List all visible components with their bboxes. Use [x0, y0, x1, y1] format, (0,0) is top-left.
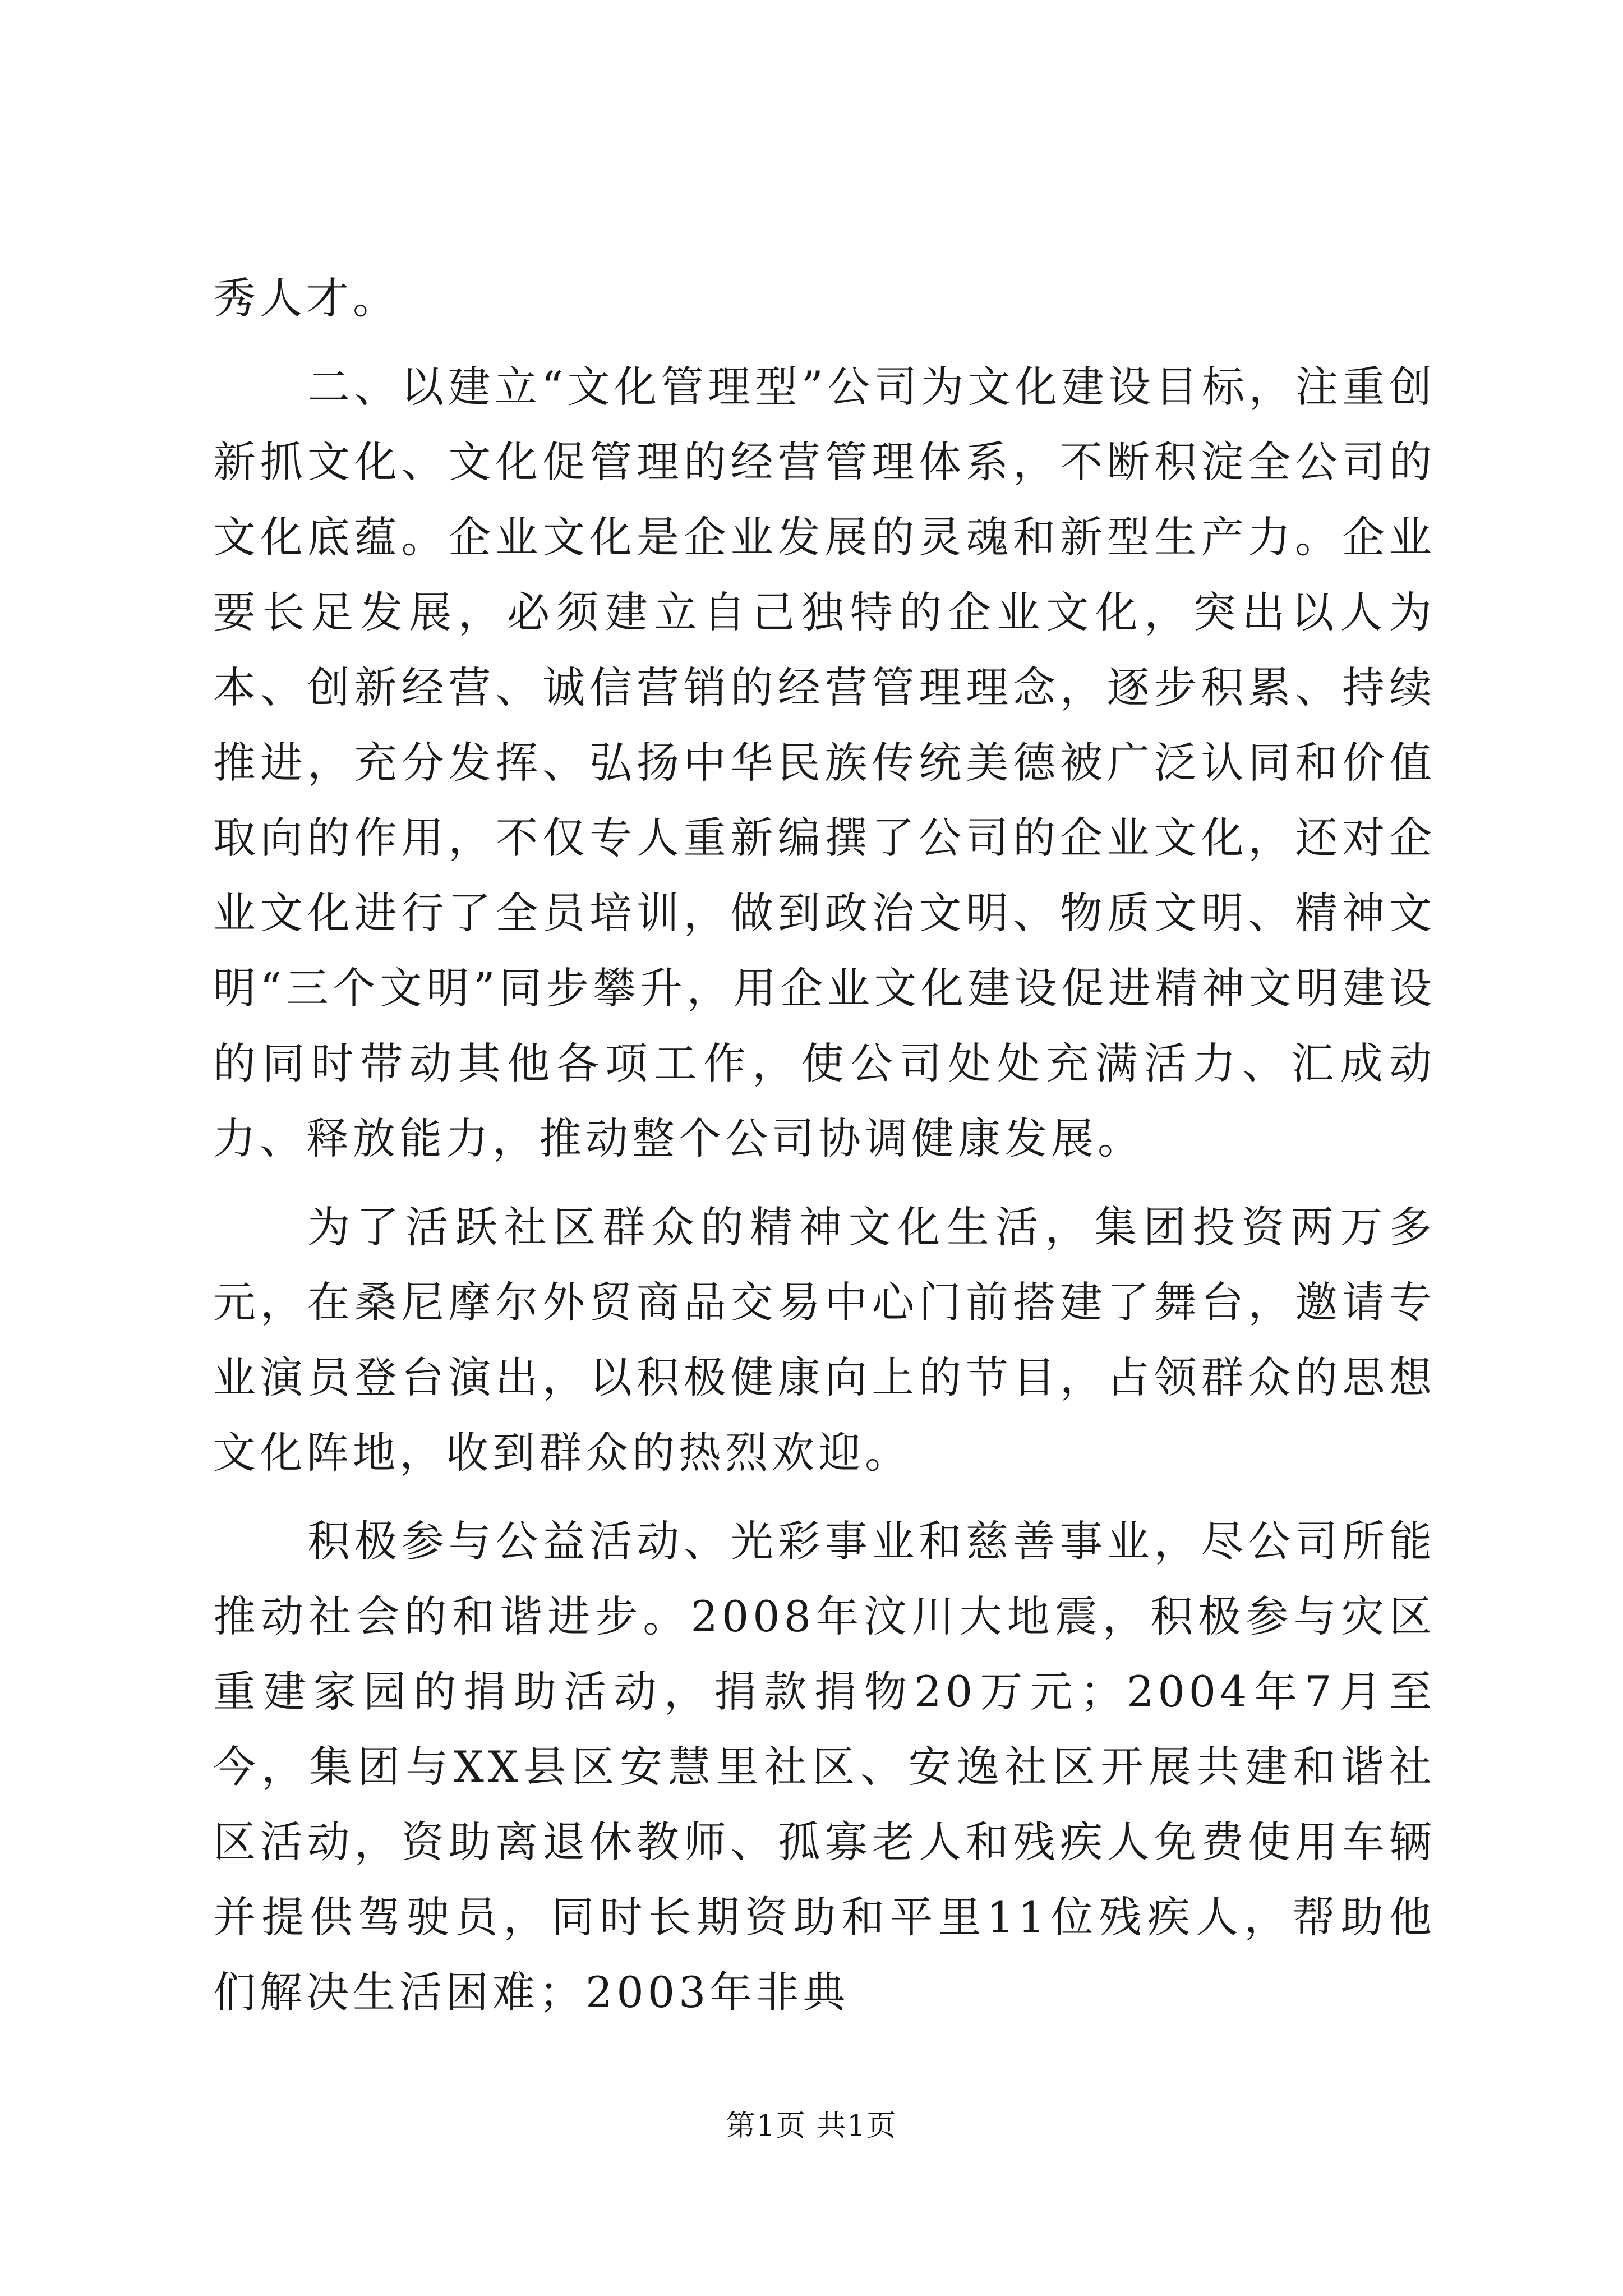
paragraph-culture-management: 二、以建立“文化管理型”公司为文化建设目标，注重创新抓文化、文化促管理的经营管理体系，不断积淀全公司的文化底蕴。企业文化是企业发展的灵魂和新型生产力。企业要长足发展，必须建立自己独特的企业文化，突出以人为本、创新经营、诚信营销的经营管理理念，逐步积累、持续推进，充分发挥、弘扬中华民族传统美德被广泛认同和价值取向的作用，不仅专人重新编撰了公司的企业文化，还对企业文化进行了全员培训，做到政治文明、物质文明、精神文明“三个文明”同步攀升，用企业文化建设促进精神文明建设的同时带动其他各项工作，使公司处处充满活力、汇成动力、释放能力，推动整个公司协调健康发展。 [213, 362, 1436, 1163]
paragraph-community-culture: 为了活跃社区群众的精神文化生活，集团投资两万多元，在桑尼摩尔外贸商品交易中心门前搭建了舞台，邀请专业演员登台演出，以积极健康向上的节目，占领群众的思想文化阵地，收到群众的热烈欢迎。 [213, 1202, 1436, 1478]
document-body [213, 261, 1436, 2044]
paragraph-continuation: 秀人才。 [213, 273, 399, 323]
page-footer: 第1页 共1页 [726, 2109, 897, 2143]
paragraph-public-welfare: 积极参与公益活动、光彩事业和慈善事业，尽公司所能推动社会的和谐进步。2008年汶川大地震，积极参与灾区重建家园的捐助活动，捐款捐物20万元；2004年7月至今，集团与XX县区安慧里社区、安逸社区开展共建和谐社区活动，资助离退休教师、孤寡老人和残疾人免费使用车辆并提供驾驶员，同时长期资助和平里11位残疾人，帮助他们解决生活困难；2003年非典 [213, 1516, 1436, 2017]
